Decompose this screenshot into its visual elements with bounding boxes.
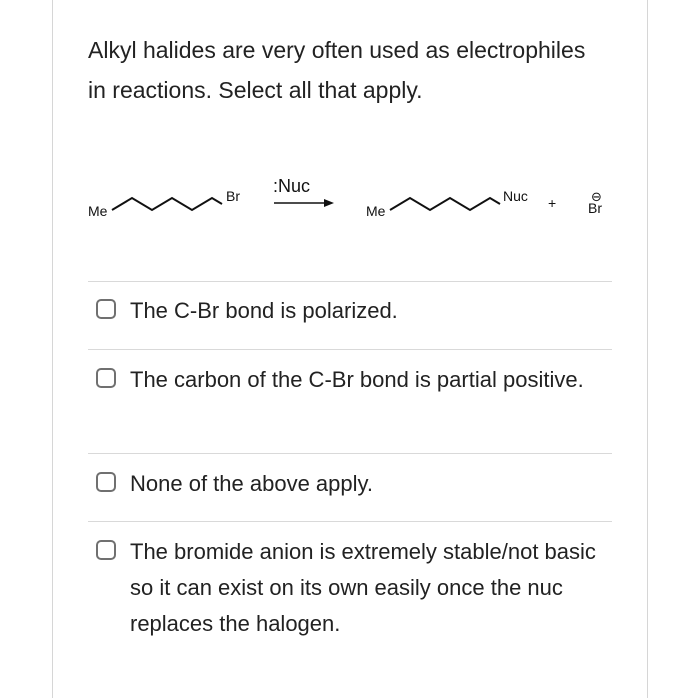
option-bromide-stable[interactable] bbox=[96, 534, 606, 642]
bromide-charge: ⊖ bbox=[591, 189, 602, 204]
option-label: The C-Br bond is polarized. bbox=[130, 298, 398, 323]
option-c-br-polarized[interactable] bbox=[96, 293, 606, 329]
product-chain bbox=[390, 198, 500, 210]
option-label: The bromide anion is extremely stable/not basic so it can exist on its own easily once the nuc replaces the halogen. bbox=[130, 539, 596, 636]
checkbox[interactable] bbox=[96, 472, 116, 492]
checkbox[interactable] bbox=[96, 299, 116, 319]
divider bbox=[88, 453, 612, 454]
divider bbox=[88, 281, 612, 282]
product-nuc-label: Nuc bbox=[503, 188, 528, 204]
option-label: None of the above apply. bbox=[130, 471, 373, 496]
reactant-chain bbox=[112, 198, 222, 210]
reaction-scheme bbox=[80, 168, 640, 238]
option-carbon-partial-positive[interactable] bbox=[96, 362, 606, 398]
product-me-label: Me bbox=[366, 203, 386, 219]
plus-sign: + bbox=[548, 195, 557, 211]
checkbox[interactable] bbox=[96, 368, 116, 388]
reaction-arrow-head bbox=[324, 199, 334, 207]
option-none-apply[interactable] bbox=[96, 466, 606, 502]
divider bbox=[88, 521, 612, 522]
question-text: Alkyl halides are very often used as electrophiles in reactions. Select all that apply. bbox=[88, 37, 586, 103]
checkbox[interactable] bbox=[96, 540, 116, 560]
bromide-label: Br bbox=[588, 200, 602, 216]
reactant-br-label: Br bbox=[226, 188, 240, 204]
reagent-nuc-label: :Nuc bbox=[273, 176, 311, 196]
reactant-me-label: Me bbox=[88, 203, 108, 219]
option-label: The carbon of the C-Br bond is partial positive. bbox=[130, 367, 584, 392]
divider bbox=[88, 349, 612, 350]
